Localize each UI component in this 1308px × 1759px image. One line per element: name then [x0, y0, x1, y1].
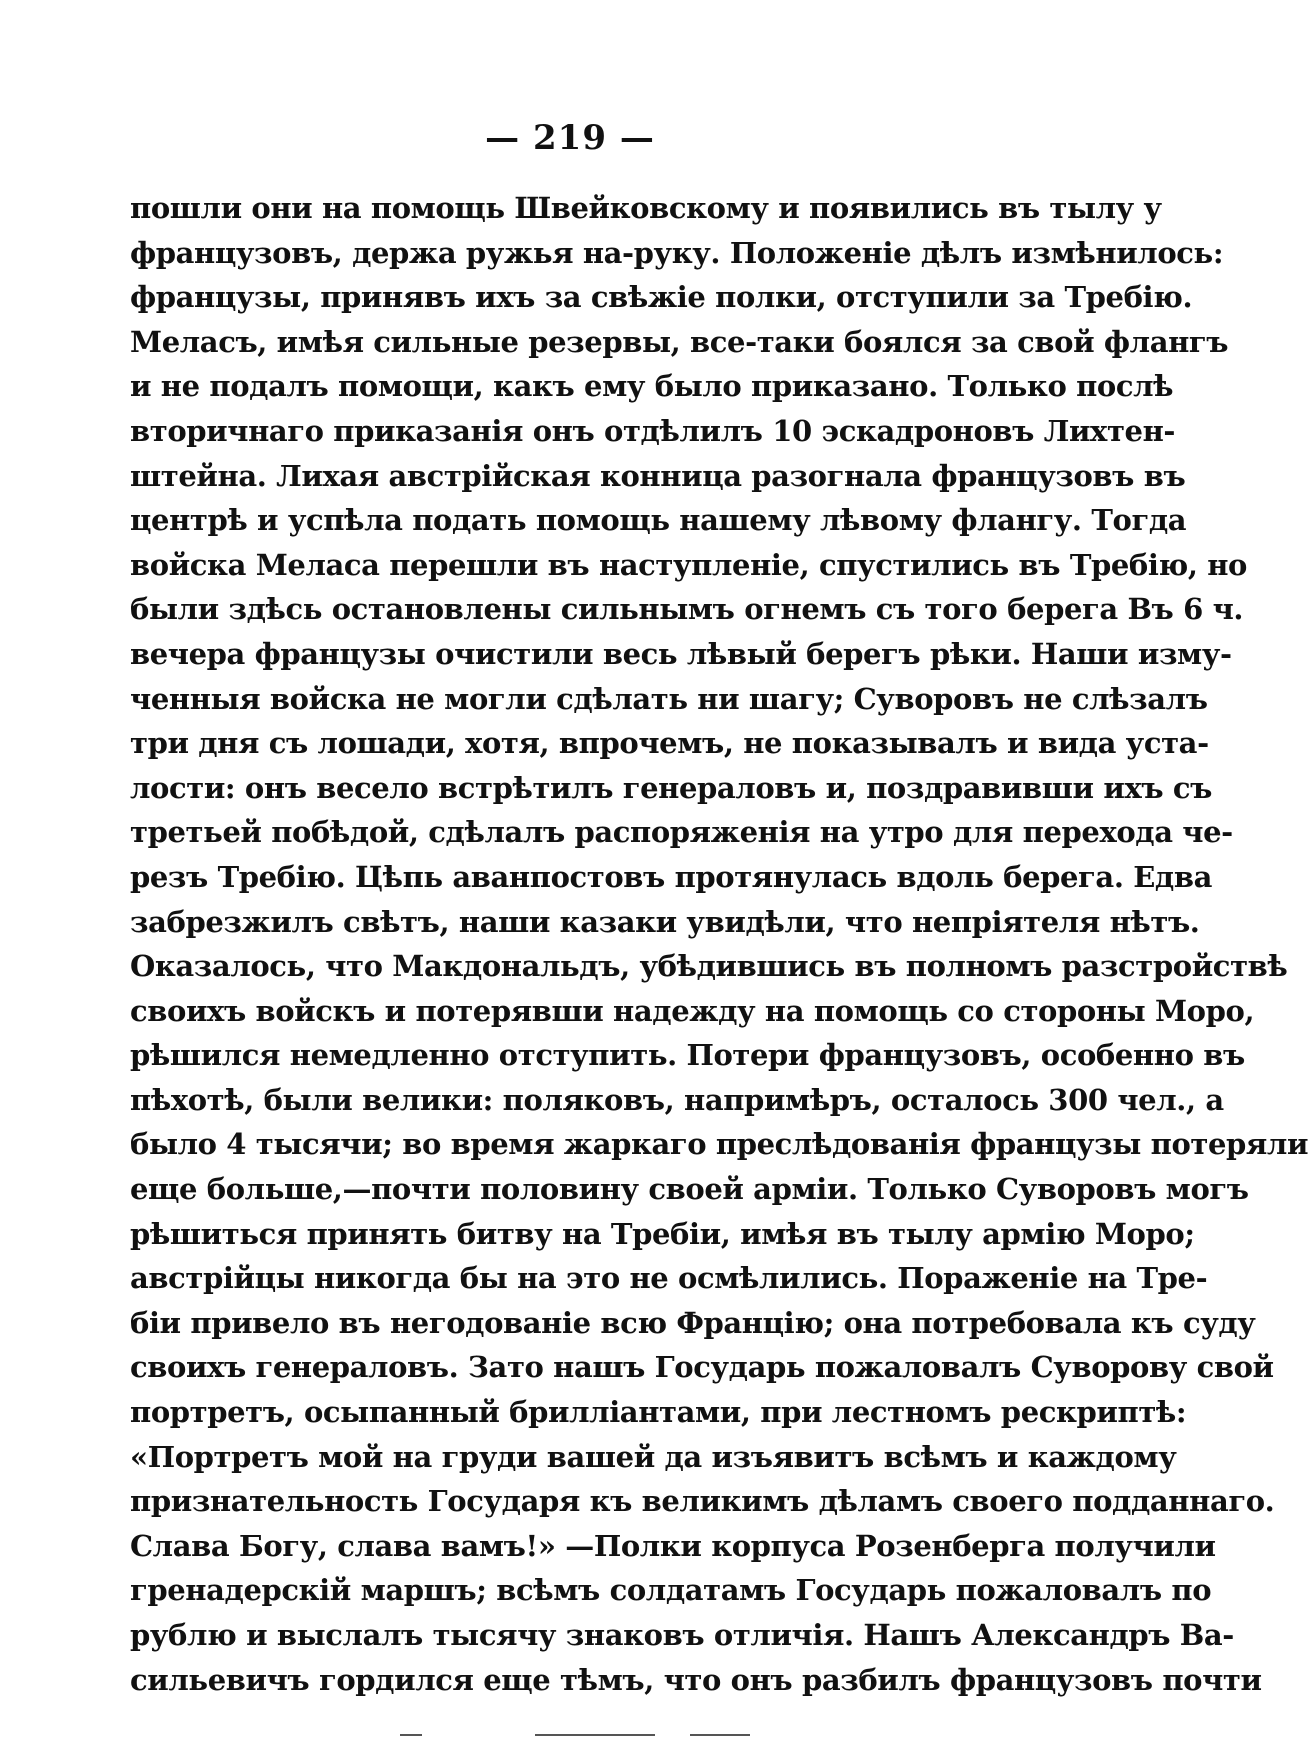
- text-line: французы, принявъ ихъ за свѣжіе полки, отступили за Требію.: [130, 280, 1193, 315]
- text-line: забрезжилъ свѣтъ, наши казаки увидѣли, что непріятеля нѣтъ.: [130, 904, 1200, 939]
- text-line: еще больше,—почти половину своей арміи. Только Суворовъ могъ: [130, 1172, 1249, 1207]
- body-text: [130, 186, 1308, 1702]
- text-line: біи привело въ негодованіе всю Францію; она потребовала къ суду: [130, 1305, 1256, 1340]
- text-line: пѣхотѣ, были велики: поляковъ, напримѣръ, осталось 300 чел., а: [130, 1082, 1224, 1117]
- text-line: вторичнаго приказанія онъ отдѣлилъ 10 эскадроновъ Лихтен-: [130, 413, 1176, 448]
- text-line: Слава Богу, слава вамъ!» —Полки корпуса Розенберга получили: [130, 1528, 1216, 1563]
- text-line: сильевичъ гордился еще тѣмъ, что онъ разбилъ французовъ почти: [130, 1662, 1262, 1697]
- print-artifact-mark: [400, 1734, 422, 1736]
- text-line: рѣшиться принять битву на Требіи, имѣя въ тылу армію Моро;: [130, 1216, 1195, 1251]
- text-line: признательность Государя къ великимъ дѣламъ своего подданнаго.: [130, 1484, 1275, 1519]
- text-line: и не подалъ помощи, какъ ему было приказано. Только послѣ: [130, 369, 1174, 404]
- text-line: Меласъ, имѣя сильные резервы, все-таки боялся за свой флангъ: [130, 324, 1229, 359]
- text-line: вечера французы очистили весь лѣвый берегъ рѣки. Наши изму-: [130, 636, 1232, 671]
- page-number: — 219 —: [485, 118, 655, 158]
- text-line: рублю и выслалъ тысячу знаковъ отличія. Нашъ Александръ Ва-: [130, 1618, 1234, 1652]
- text-line: австрійцы никогда бы на это не осмѣлились. Пораженіе на Тре-: [130, 1261, 1208, 1296]
- text-line: было 4 тысячи; во время жаркаго преслѣдованія французы потеряли: [130, 1127, 1308, 1162]
- text-line: резъ Требію. Цѣпь аванпостовъ протянулась вдоль берега. Едва: [130, 859, 1212, 894]
- print-artifact-mark: [690, 1734, 750, 1736]
- text-line: лости: онъ весело встрѣтилъ генераловъ и, поздравивши ихъ съ: [130, 770, 1212, 805]
- text-line: своихъ генераловъ. Зато нашъ Государь пожаловалъ Суворову свой: [130, 1350, 1274, 1385]
- text-line: рѣшился немедленно отступить. Потери французовъ, особенно въ: [130, 1038, 1245, 1073]
- text-line: своихъ войскъ и потерявши надежду на помощь со стороны Моро,: [130, 993, 1255, 1028]
- text-line: портретъ, осыпанный брилліантами, при лестномъ рескриптѣ:: [130, 1395, 1187, 1430]
- text-line: Оказалось, что Макдональдъ, убѣдившись въ полномъ разстройствѣ: [130, 949, 1288, 984]
- text-line: гренадерскій маршъ; всѣмъ солдатамъ Государь пожаловалъ по: [130, 1573, 1212, 1608]
- text-line: были здѣсь остановлены сильнымъ огнемъ съ того берега Въ 6 ч.: [130, 592, 1244, 627]
- text-line: три дня съ лошади, хотя, впрочемъ, не показывалъ и вида уста-: [130, 726, 1209, 761]
- text-line: войска Меласа перешли въ наступленіе, спустились въ Требію, но: [130, 547, 1247, 582]
- text-line: «Портретъ мой на груди вашей да изъявитъ всѣмъ и каждому: [130, 1439, 1177, 1474]
- text-line: третьей побѣдой, сдѣлалъ распоряженія на утро для перехода че-: [130, 815, 1233, 850]
- text-line: ченныя войска не могли сдѣлать ни шагу; Суворовъ не слѣзалъ: [130, 681, 1208, 716]
- text-line: пошли они на помощь Швейковскому и появились въ тылу у: [130, 191, 1162, 225]
- text-line: французовъ, держа ружья на-руку. Положеніе дѣлъ измѣнилось:: [130, 235, 1224, 270]
- text-line: штейна. Лихая австрійская конница разогнала французовъ въ: [130, 458, 1186, 493]
- print-artifact-mark: [535, 1734, 655, 1736]
- print-artifacts: [400, 1730, 960, 1740]
- text-line: центрѣ и успѣла подать помощь нашему лѣвому флангу. Тогда: [130, 503, 1187, 538]
